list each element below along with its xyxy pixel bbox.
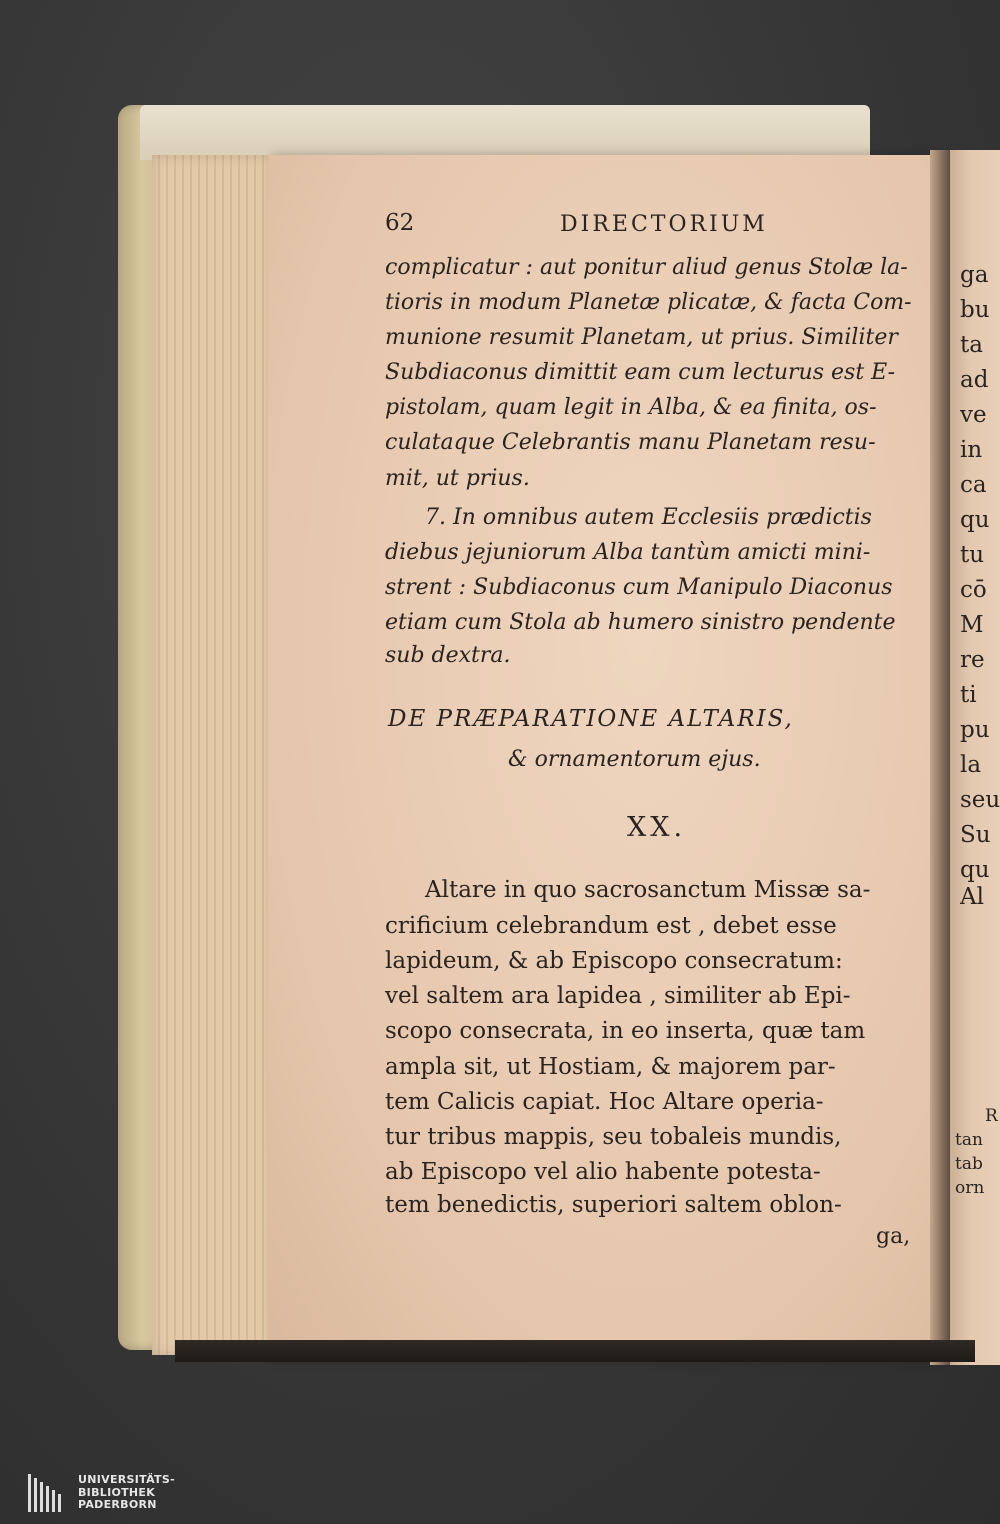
italic-line: sub dextra. bbox=[385, 643, 511, 668]
running-head: DIRECTORIUM bbox=[560, 212, 768, 237]
section-subheading: & ornamentorum ejus. bbox=[508, 747, 761, 772]
italic-line: strent : Subdiaconus cum Manipulo Diaconus bbox=[385, 575, 893, 600]
right-page-fragment: re bbox=[960, 647, 985, 673]
right-page-fragment: M bbox=[960, 612, 984, 638]
italic-line: 7. In omnibus autem Ecclesiis prædictis bbox=[425, 505, 872, 530]
body-line: vel saltem ara lapidea , similiter ab Epi- bbox=[385, 983, 851, 1009]
italic-line: Subdiaconus dimittit eam cum lecturus est E- bbox=[385, 360, 896, 385]
body-line: ampla sit, ut Hostiam, & majorem par- bbox=[385, 1054, 836, 1080]
right-page-fragment: ca bbox=[960, 472, 987, 498]
logo-line-1: UNIVERSITÄTS- bbox=[78, 1473, 175, 1486]
page-number: 62 bbox=[385, 210, 415, 236]
body-line: ab Episcopo vel alio habente potesta- bbox=[385, 1159, 821, 1185]
logo-line-3: PADERBORN bbox=[78, 1498, 157, 1511]
book-top-edge bbox=[140, 105, 870, 160]
body-line: scopo consecrata, in eo inserta, quæ tam bbox=[385, 1018, 866, 1044]
right-page-small-fragment: tan bbox=[955, 1130, 983, 1150]
right-page-fragment: la bbox=[960, 752, 982, 778]
logo-line-2: BIBLIOTHEK bbox=[78, 1485, 156, 1499]
italic-line: diebus jejuniorum Alba tantùm amicti mini- bbox=[385, 540, 871, 565]
right-page-fragment: Su bbox=[960, 822, 991, 848]
library-logo bbox=[28, 1474, 188, 1514]
italic-line: munione resumit Planetam, ut prius. Similiter bbox=[385, 325, 898, 350]
right-page-fragment: ve bbox=[960, 402, 987, 428]
italic-line: etiam cum Stola ab humero sinistro pendente bbox=[385, 610, 896, 635]
right-page-fragment: cō bbox=[960, 577, 987, 603]
italic-line: tioris in modum Planetæ plicatæ, & facta Com- bbox=[385, 290, 912, 315]
italic-line: culataque Celebrantis manu Planetam resu- bbox=[385, 430, 876, 455]
italic-line: complicatur : aut ponitur aliud genus Stolæ la- bbox=[385, 255, 908, 280]
body-line: Altare in quo sacrosanctum Missæ sa- bbox=[425, 877, 871, 903]
right-page-fragment: Al bbox=[960, 884, 984, 910]
body-line: tur tribus mappis, seu tobaleis mundis, bbox=[385, 1124, 842, 1150]
right-page-fragment: ti bbox=[960, 682, 977, 708]
right-page-small-fragment: R bbox=[985, 1106, 998, 1126]
body-line: lapideum, & ab Episcopo consecratum: bbox=[385, 948, 843, 974]
right-page-fragment: pu bbox=[960, 717, 990, 743]
right-page-fragment: ga bbox=[960, 262, 989, 288]
body-line: tem Calicis capiat. Hoc Altare operia- bbox=[385, 1089, 824, 1115]
right-page-fragment: in bbox=[960, 437, 983, 463]
right-page-fragment: ad bbox=[960, 367, 989, 393]
italic-line: mit, ut prius. bbox=[385, 466, 530, 491]
right-page-fragment: bu bbox=[960, 297, 990, 323]
body-line: crificium celebrandum est , debet esse bbox=[385, 913, 837, 939]
italic-line: pistolam, quam legit in Alba, & ea finita, os- bbox=[385, 395, 877, 420]
library-logo-icon bbox=[28, 1474, 68, 1512]
section-heading: DE PRÆPARATIONE ALTARIS, bbox=[388, 706, 794, 732]
catchword: ga, bbox=[876, 1224, 911, 1249]
right-page-small-fragment: orn bbox=[955, 1178, 985, 1198]
body-line: tem benedictis, superiori saltem oblon- bbox=[385, 1192, 842, 1218]
right-page-fragment: seu bbox=[960, 787, 1000, 813]
right-page-small-fragment: tab bbox=[955, 1154, 983, 1174]
right-page-fragment: qu bbox=[960, 507, 990, 533]
right-page-fragment: tu bbox=[960, 542, 985, 568]
chapter-number: XX. bbox=[627, 812, 687, 843]
right-page-fragment: qu bbox=[960, 857, 990, 883]
right-page-fragment: ta bbox=[960, 332, 983, 358]
book-bottom-edge bbox=[175, 1340, 975, 1362]
